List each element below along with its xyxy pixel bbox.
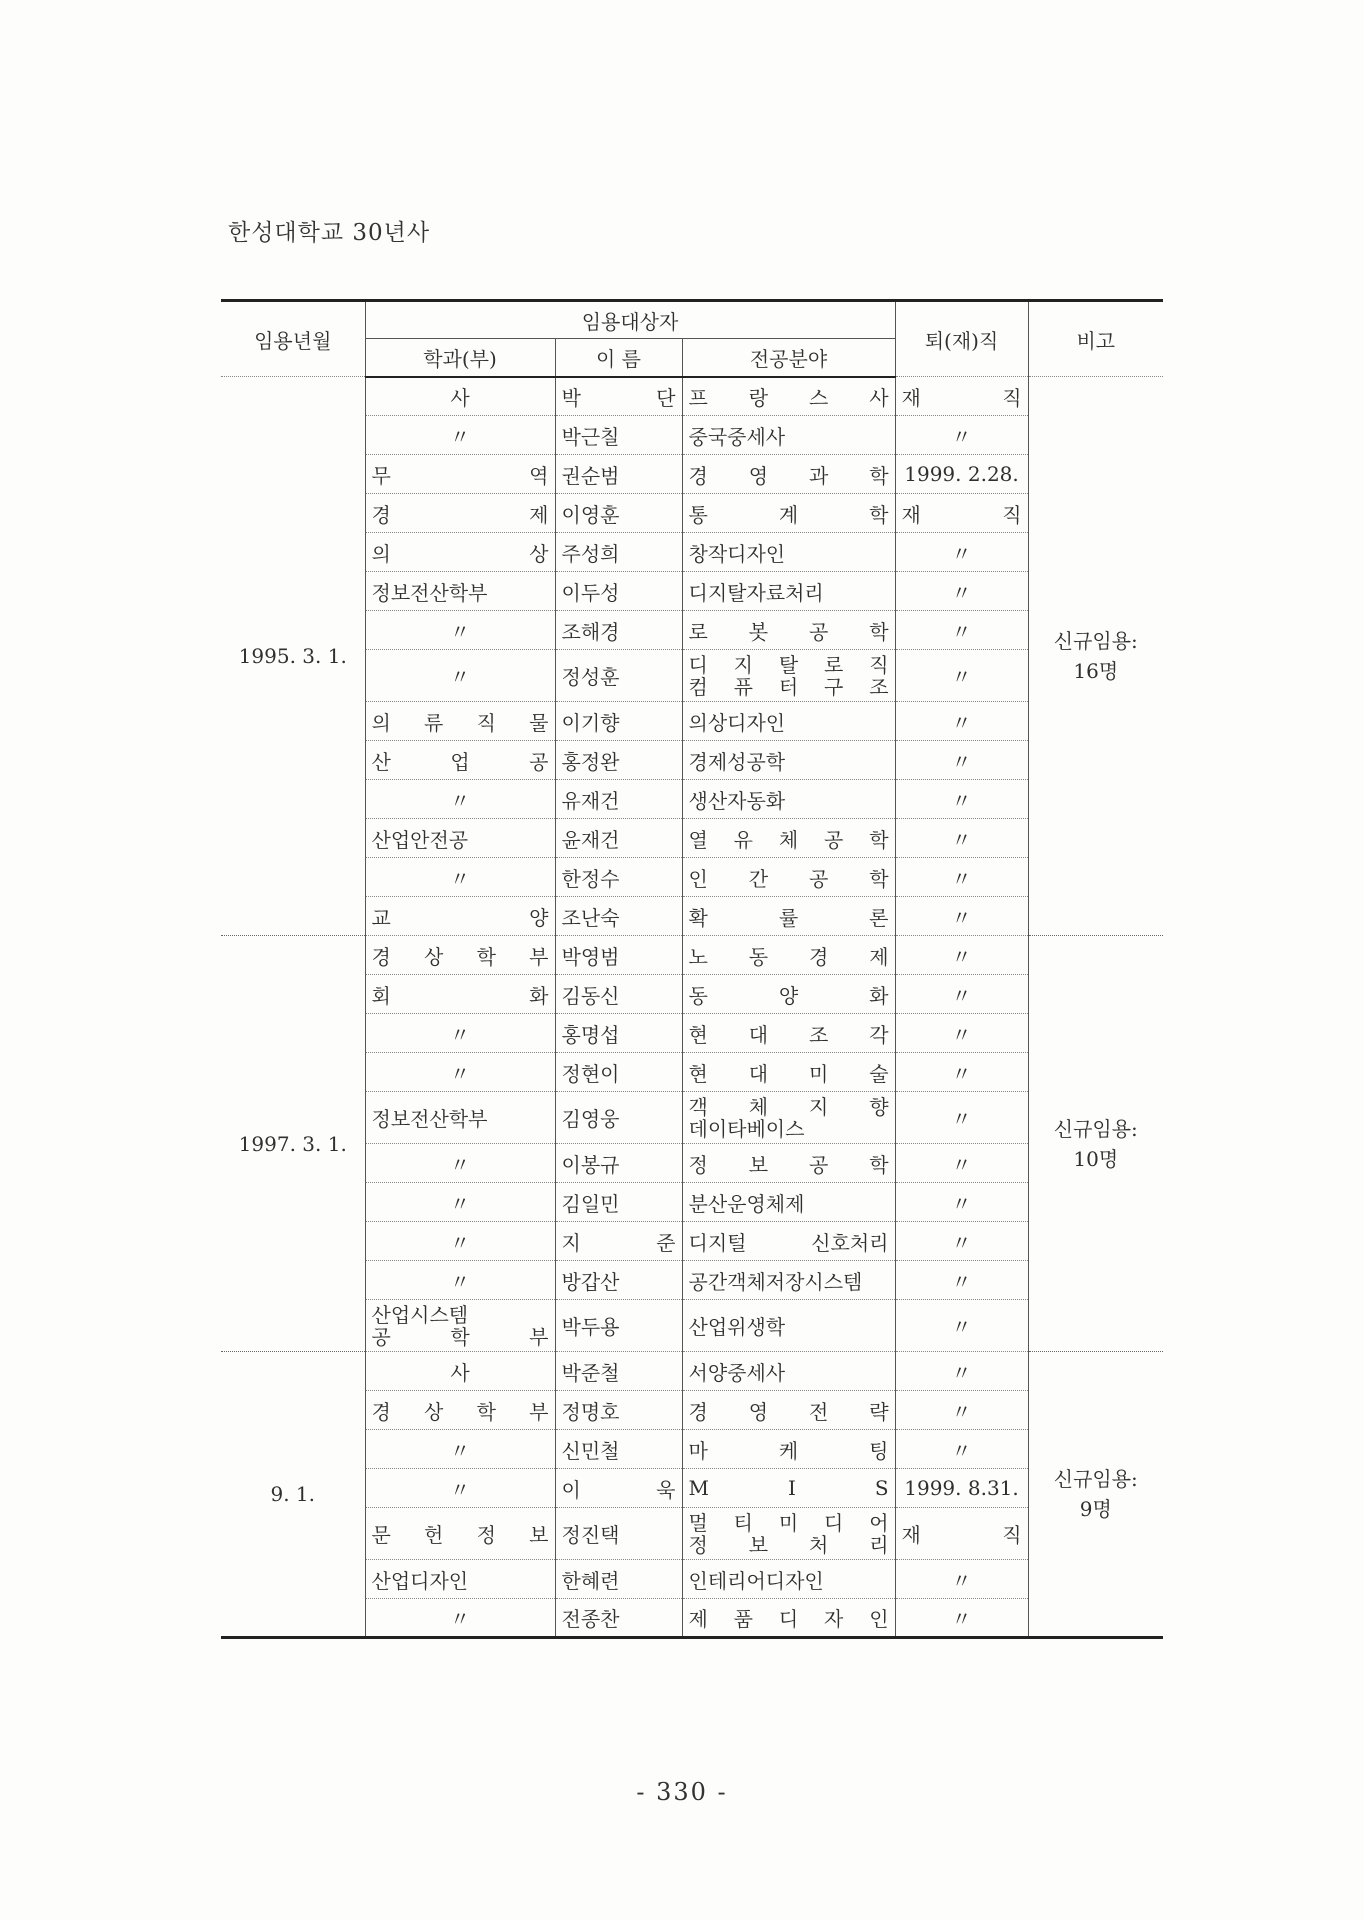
field-cell xyxy=(682,936,895,975)
field-text: 확 률 론 xyxy=(688,905,889,930)
field-text: 분산운영체제 xyxy=(688,1191,805,1216)
name-text: 한혜련 xyxy=(561,1568,620,1593)
name-text: 박준철 xyxy=(561,1360,620,1385)
field-cell xyxy=(682,780,895,819)
name-cell xyxy=(555,1261,682,1300)
dept-text: 〃 xyxy=(450,1607,470,1631)
note-line: 10명 xyxy=(1073,1146,1119,1171)
name-cell xyxy=(555,1560,682,1599)
dept-text: 산 업 공 xyxy=(371,749,549,774)
field-text: 디 지 탈 로 직 xyxy=(688,652,889,677)
field-text: 정 보 공 학 xyxy=(688,1152,889,1177)
status-text: 〃 xyxy=(951,1399,972,1424)
status-text: 〃 xyxy=(951,665,972,689)
status-cell xyxy=(895,377,1028,416)
field-text: 프 랑 스 사 xyxy=(688,385,889,410)
field-cell xyxy=(682,1391,895,1430)
status-text: 재 직 xyxy=(901,1523,1022,1547)
field-cell xyxy=(682,1300,895,1352)
note-cell xyxy=(1028,1352,1163,1638)
field-text: 서양중세사 xyxy=(688,1360,786,1385)
field-text: 노 동 경 제 xyxy=(688,944,889,969)
dept-cell xyxy=(365,494,555,533)
name-text: 유재건 xyxy=(561,788,620,813)
field-text: 로 봇 공 학 xyxy=(688,619,889,644)
dept-text: 산업안전공 xyxy=(371,827,469,852)
field-cell xyxy=(682,1352,895,1391)
field-text: 현 대 조 각 xyxy=(688,1022,889,1047)
header-dept: 학과(부) xyxy=(365,339,555,377)
status-text: 1999. 8.31. xyxy=(904,1476,1019,1500)
name-cell xyxy=(555,1391,682,1430)
name-text: 신민철 xyxy=(561,1438,620,1463)
table-row xyxy=(221,936,1163,975)
field-cell xyxy=(682,611,895,650)
dept-cell xyxy=(365,533,555,572)
name-text: 조난숙 xyxy=(561,905,620,930)
dept-text: 산업디자인 xyxy=(371,1568,469,1593)
status-cell xyxy=(895,1391,1028,1430)
field-cell xyxy=(682,1469,895,1508)
name-text: 박영범 xyxy=(561,944,620,969)
dept-cell xyxy=(365,377,555,416)
name-cell xyxy=(555,1352,682,1391)
field-text-line2: 정 보 처 리 xyxy=(688,1532,889,1557)
name-cell xyxy=(555,741,682,780)
table-body xyxy=(221,377,1163,1638)
name-text: 김영웅 xyxy=(561,1107,620,1131)
status-cell xyxy=(895,1599,1028,1638)
dept-cell xyxy=(365,455,555,494)
table-row xyxy=(221,377,1163,416)
status-text: 〃 xyxy=(951,1568,972,1593)
field-text: 경제성공학 xyxy=(688,749,786,774)
status-text: 〃 xyxy=(951,1269,972,1294)
name-cell xyxy=(555,897,682,936)
status-cell xyxy=(895,533,1028,572)
field-cell xyxy=(682,1508,895,1560)
dept-text: 〃 xyxy=(450,1230,470,1255)
name-cell xyxy=(555,1300,682,1352)
field-text: M I S xyxy=(688,1476,889,1500)
name-text: 주성희 xyxy=(561,541,620,566)
name-text: 박두용 xyxy=(561,1315,620,1339)
field-cell xyxy=(682,416,895,455)
status-text: 〃 xyxy=(951,619,972,644)
dept-cell xyxy=(365,702,555,741)
note-line: 신규임용: xyxy=(1053,1116,1138,1141)
name-text: 전종찬 xyxy=(561,1607,620,1631)
name-text: 정명호 xyxy=(561,1399,620,1424)
dept-text: 〃 xyxy=(450,1022,470,1047)
name-text: 김동신 xyxy=(561,983,620,1008)
name-text: 이두성 xyxy=(561,580,620,605)
name-text: 홍정완 xyxy=(561,749,620,774)
field-text: 열 유 체 공 학 xyxy=(688,827,889,852)
dept-cell xyxy=(365,611,555,650)
name-cell xyxy=(555,416,682,455)
field-text: 인 간 공 학 xyxy=(688,866,889,891)
name-cell xyxy=(555,975,682,1014)
name-text: 이봉규 xyxy=(561,1152,620,1177)
name-cell xyxy=(555,1469,682,1508)
dept-cell xyxy=(365,1352,555,1391)
note-line: 신규임용: xyxy=(1053,629,1138,653)
appointment-date: 1997. 3. 1. xyxy=(221,936,365,1352)
status-cell xyxy=(895,1469,1028,1508)
status-cell xyxy=(895,1300,1028,1352)
status-cell xyxy=(895,572,1028,611)
status-text: 〃 xyxy=(951,749,972,774)
name-text: 이영훈 xyxy=(561,502,620,527)
field-cell xyxy=(682,572,895,611)
header-row-1 xyxy=(221,301,1163,339)
status-cell xyxy=(895,780,1028,819)
status-text: 〃 xyxy=(951,424,972,449)
dept-cell xyxy=(365,1430,555,1469)
name-text: 한정수 xyxy=(561,866,620,891)
name-cell xyxy=(555,1599,682,1638)
dept-cell xyxy=(365,858,555,897)
status-cell xyxy=(895,611,1028,650)
field-text: 인테리어디자인 xyxy=(688,1568,824,1593)
field-cell xyxy=(682,455,895,494)
dept-text: 경 제 xyxy=(371,502,549,527)
name-text: 조해경 xyxy=(561,619,620,644)
dept-cell xyxy=(365,1222,555,1261)
field-text: 생산자동화 xyxy=(688,788,786,813)
field-cell xyxy=(682,702,895,741)
name-cell xyxy=(555,494,682,533)
field-text: 통 계 학 xyxy=(688,502,889,527)
field-text: 경 영 과 학 xyxy=(688,463,889,488)
dept-cell xyxy=(365,1469,555,1508)
dept-cell xyxy=(365,780,555,819)
status-cell xyxy=(895,1144,1028,1183)
field-cell xyxy=(682,377,895,416)
dept-text: 경 상 학 부 xyxy=(371,944,549,969)
table-row xyxy=(221,1352,1163,1391)
dept-cell xyxy=(365,1560,555,1599)
status-text: 〃 xyxy=(951,983,972,1008)
field-cell xyxy=(682,1261,895,1300)
status-text: 〃 xyxy=(951,1191,972,1216)
dept-text: 〃 xyxy=(450,1061,470,1086)
status-text: 〃 xyxy=(951,1315,972,1339)
dept-cell xyxy=(365,741,555,780)
header-note: 비고 xyxy=(1028,301,1163,377)
name-cell xyxy=(555,1508,682,1560)
status-text: 〃 xyxy=(951,1438,972,1463)
status-text: 〃 xyxy=(951,788,972,813)
status-text: 〃 xyxy=(951,827,972,852)
name-cell xyxy=(555,1014,682,1053)
dept-text: 무 역 xyxy=(371,463,549,488)
status-text: 〃 xyxy=(951,866,972,891)
name-text: 김일민 xyxy=(561,1191,620,1216)
running-head: 한성대학교 30년사 xyxy=(228,220,431,246)
page-number: - 330 - xyxy=(636,1778,728,1806)
dept-text: 〃 xyxy=(450,1191,470,1216)
name-text: 권순범 xyxy=(561,463,620,488)
note-cell xyxy=(1028,936,1163,1352)
dept-cell xyxy=(365,1599,555,1638)
dept-cell xyxy=(365,650,555,702)
dept-text: 〃 xyxy=(450,1438,470,1463)
appointment-date: 9. 1. xyxy=(221,1352,365,1638)
name-cell xyxy=(555,780,682,819)
dept-text: 〃 xyxy=(450,1152,470,1177)
dept-cell xyxy=(365,1014,555,1053)
status-text: 〃 xyxy=(951,1022,972,1047)
name-cell xyxy=(555,858,682,897)
field-text: 산업위생학 xyxy=(688,1315,786,1339)
field-cell xyxy=(682,1144,895,1183)
status-text: 〃 xyxy=(951,580,972,605)
dept-text: 사 xyxy=(450,385,470,410)
name-text: 정성훈 xyxy=(561,665,620,689)
name-cell xyxy=(555,1144,682,1183)
field-cell xyxy=(682,1599,895,1638)
field-cell xyxy=(682,650,895,702)
field-text: 마 케 팅 xyxy=(688,1438,889,1463)
status-cell xyxy=(895,1261,1028,1300)
name-text: 이기향 xyxy=(561,710,620,735)
dept-cell xyxy=(365,936,555,975)
status-text: 〃 xyxy=(951,905,972,930)
name-text: 박 단 xyxy=(561,385,676,410)
status-text: 〃 xyxy=(951,1360,972,1385)
name-cell xyxy=(555,1053,682,1092)
dept-text: 문 헌 정 보 xyxy=(371,1523,549,1547)
dept-cell xyxy=(365,1391,555,1430)
name-text: 지 준 xyxy=(561,1230,676,1255)
field-text: 객 체 지 향 xyxy=(688,1094,889,1119)
status-text: 〃 xyxy=(951,1152,972,1177)
field-text: 디지털 신호처리 xyxy=(688,1230,889,1255)
status-cell xyxy=(895,650,1028,702)
field-text: 현 대 미 술 xyxy=(688,1061,889,1086)
status-text: 〃 xyxy=(951,1107,972,1131)
dept-text: 〃 xyxy=(450,1269,470,1294)
appointment-table xyxy=(221,299,1163,1639)
field-text: 동 양 화 xyxy=(688,983,889,1008)
field-text: 의상디자인 xyxy=(688,710,786,735)
field-cell xyxy=(682,1053,895,1092)
field-cell xyxy=(682,533,895,572)
field-cell xyxy=(682,741,895,780)
field-cell xyxy=(682,1222,895,1261)
note-line: 신규임용: xyxy=(1053,1467,1138,1491)
field-cell xyxy=(682,1183,895,1222)
dept-text: 〃 xyxy=(450,619,470,644)
field-cell xyxy=(682,1092,895,1144)
dept-text: 교 양 xyxy=(371,905,549,930)
status-cell xyxy=(895,702,1028,741)
field-text-line2: 데이타베이스 xyxy=(688,1116,805,1141)
name-text: 이 욱 xyxy=(561,1477,676,1502)
status-cell xyxy=(895,741,1028,780)
status-cell xyxy=(895,1222,1028,1261)
field-text: 제 품 디 자 인 xyxy=(688,1607,889,1631)
name-cell xyxy=(555,1092,682,1144)
status-cell xyxy=(895,494,1028,533)
status-text: 〃 xyxy=(951,710,972,735)
dept-text: 의 류 직 물 xyxy=(371,710,549,735)
dept-cell xyxy=(365,1300,555,1352)
field-text: 중국중세사 xyxy=(688,424,786,449)
field-cell xyxy=(682,897,895,936)
dept-text: 〃 xyxy=(450,424,470,449)
dept-cell xyxy=(365,819,555,858)
note-line: 16명 xyxy=(1073,659,1119,683)
field-text: 디지탈자료처리 xyxy=(688,580,824,605)
status-cell xyxy=(895,1352,1028,1391)
status-text: 1999. 2.28. xyxy=(904,462,1019,486)
name-cell xyxy=(555,1222,682,1261)
dept-cell xyxy=(365,1183,555,1222)
status-cell xyxy=(895,858,1028,897)
status-cell xyxy=(895,1092,1028,1144)
status-cell xyxy=(895,455,1028,494)
dept-text: 〃 xyxy=(450,866,470,891)
field-cell xyxy=(682,819,895,858)
dept-cell xyxy=(365,897,555,936)
status-cell xyxy=(895,1508,1028,1560)
status-text: 〃 xyxy=(951,1061,972,1086)
name-cell xyxy=(555,377,682,416)
status-cell xyxy=(895,1053,1028,1092)
name-cell xyxy=(555,533,682,572)
status-cell xyxy=(895,1560,1028,1599)
dept-text: 사 xyxy=(450,1360,470,1385)
dept-text: 경 상 학 부 xyxy=(371,1399,549,1424)
dept-cell xyxy=(365,1053,555,1092)
name-cell xyxy=(555,936,682,975)
dept-text: 정보전산학부 xyxy=(371,1107,488,1131)
status-text: 〃 xyxy=(951,541,972,566)
dept-text: 〃 xyxy=(450,1477,470,1502)
dept-text: 〃 xyxy=(450,788,470,813)
field-cell xyxy=(682,1560,895,1599)
field-text: 경 영 전 략 xyxy=(688,1399,889,1424)
status-cell xyxy=(895,897,1028,936)
name-cell xyxy=(555,611,682,650)
field-text: 멀 티 미 디 어 xyxy=(688,1510,889,1535)
status-cell xyxy=(895,819,1028,858)
status-cell xyxy=(895,975,1028,1014)
name-cell xyxy=(555,1183,682,1222)
name-cell xyxy=(555,702,682,741)
note-line: 9명 xyxy=(1079,1497,1112,1521)
header-field: 전공분야 xyxy=(682,339,895,377)
name-text: 방갑산 xyxy=(561,1269,620,1294)
status-cell xyxy=(895,1014,1028,1053)
field-cell xyxy=(682,1014,895,1053)
header-date: 임용년월 xyxy=(221,301,365,377)
name-cell xyxy=(555,650,682,702)
field-cell xyxy=(682,1430,895,1469)
name-cell xyxy=(555,819,682,858)
name-text: 정현이 xyxy=(561,1061,620,1086)
dept-cell xyxy=(365,572,555,611)
dept-text: 정보전산학부 xyxy=(371,580,488,605)
status-text: 재 직 xyxy=(901,385,1022,410)
dept-text: 〃 xyxy=(450,665,470,689)
header-status: 퇴(재)직 xyxy=(895,301,1028,377)
status-cell xyxy=(895,936,1028,975)
field-text: 창작디자인 xyxy=(688,541,786,566)
field-text: 공간객체저장시스템 xyxy=(688,1269,863,1294)
field-cell xyxy=(682,494,895,533)
status-cell xyxy=(895,1430,1028,1469)
status-text: 〃 xyxy=(951,1607,972,1631)
name-cell xyxy=(555,572,682,611)
dept-cell xyxy=(365,1144,555,1183)
status-cell xyxy=(895,1183,1028,1222)
note-cell xyxy=(1028,377,1163,936)
field-cell xyxy=(682,858,895,897)
name-text: 박근칠 xyxy=(561,424,620,449)
name-text: 윤재건 xyxy=(561,827,620,852)
status-text: 〃 xyxy=(951,944,972,969)
header-name: 이 름 xyxy=(555,339,682,377)
status-cell xyxy=(895,416,1028,455)
name-text: 정진택 xyxy=(561,1523,620,1547)
dept-text: 회 화 xyxy=(371,983,549,1008)
dept-cell xyxy=(365,1508,555,1560)
dept-cell xyxy=(365,416,555,455)
status-text: 재 직 xyxy=(901,502,1022,527)
dept-cell xyxy=(365,1092,555,1144)
dept-text: 산업시스템 xyxy=(371,1302,469,1327)
name-cell xyxy=(555,1430,682,1469)
name-text: 홍명섭 xyxy=(561,1022,620,1047)
header-group: 임용대상자 xyxy=(365,301,895,339)
dept-text: 의 상 xyxy=(371,541,549,566)
status-text: 〃 xyxy=(951,1230,972,1255)
field-text-line2: 컴 퓨 터 구 조 xyxy=(688,674,889,699)
dept-cell xyxy=(365,975,555,1014)
appointment-date: 1995. 3. 1. xyxy=(221,377,365,936)
field-cell xyxy=(682,975,895,1014)
dept-text-line2: 공 학 부 xyxy=(371,1324,549,1349)
name-cell xyxy=(555,455,682,494)
dept-cell xyxy=(365,1261,555,1300)
